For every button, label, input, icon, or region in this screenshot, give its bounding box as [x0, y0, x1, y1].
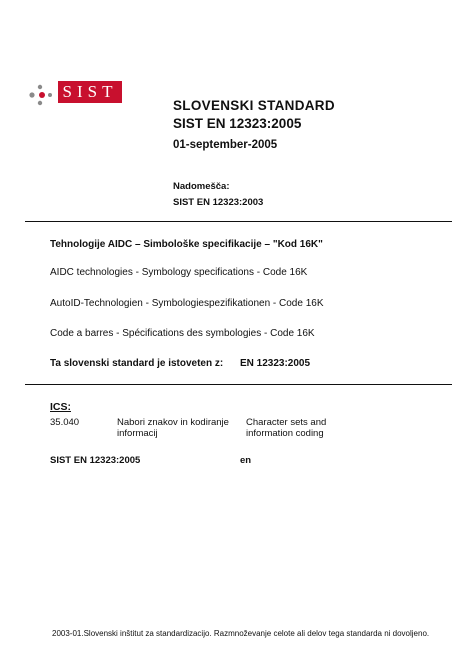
replaces-value: SIST EN 12323:2003 [173, 197, 264, 208]
identical-value: EN 12323:2005 [240, 358, 311, 369]
title-english: AIDC technologies - Symbology specifications - Code 16K [50, 267, 308, 278]
title-slovenian: Tehnologije AIDC – Simbološke specifikacije – "Kod 16K" [50, 239, 323, 250]
ics-code: 35.040 [50, 417, 80, 428]
document-title: SLOVENSKI STANDARD [173, 98, 335, 113]
bottom-standard-code: SIST EN 12323:2005 [50, 455, 141, 466]
title-french: Code a barres - Spécifications des symbologies - Code 16K [50, 328, 315, 339]
ics-label: ICS: [50, 401, 71, 413]
divider-middle [25, 384, 452, 385]
replaces-label: Nadomešča: [173, 181, 230, 192]
sist-logo: SIST [58, 81, 122, 103]
title-german: AutoID-Technologien - Symbologiespezifikationen - Code 16K [50, 298, 324, 309]
publication-date: 01-september-2005 [173, 139, 278, 151]
identical-label: Ta slovenski standard je istoveten z: [50, 358, 224, 369]
sist-logo-dots [28, 84, 56, 106]
standard-code: SIST EN 12323:2005 [173, 116, 302, 131]
ics-description-en: Character sets and information coding [246, 417, 327, 439]
copyright-footer: 2003-01.Slovenski inštitut za standardizacijo. Razmnoževanje celote ali delov tega standarda ni dovoljeno. [52, 629, 430, 638]
language-code: en [240, 455, 252, 466]
ics-description-sl: Nabori znakov in kodiranje informacij [117, 417, 229, 439]
divider-top [25, 221, 452, 222]
